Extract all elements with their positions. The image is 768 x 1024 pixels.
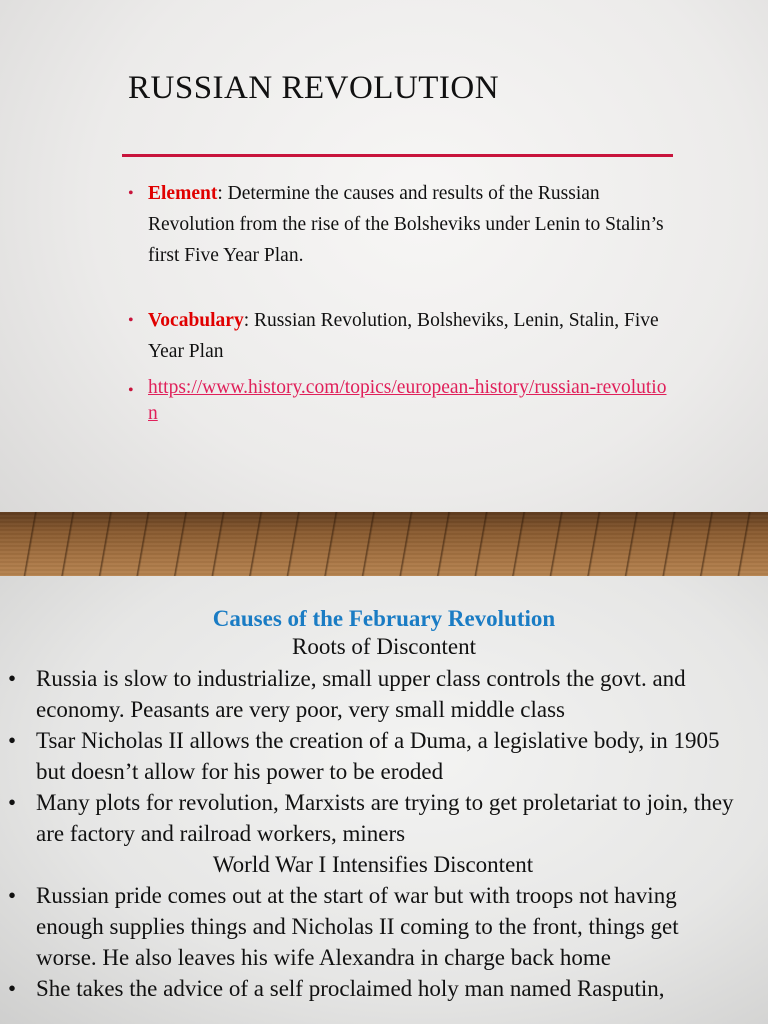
slide-2 [0, 576, 768, 1024]
slide-2-title: Causes of the February Revolution [212, 606, 556, 631]
cause-text: Many plots for revolution, Marxists are trying to get proletariat to join, they are factory and railroad workers, miners [36, 790, 734, 846]
section-heading-roots: Roots of Discontent [292, 634, 476, 659]
cause-item [8, 787, 738, 849]
section-heading-wwi: World War I Intensifies Discontent [212, 852, 534, 877]
link-bullet [128, 375, 688, 429]
vocab-label: Vocabulary [148, 310, 244, 331]
objectives-list [128, 178, 688, 429]
title-divider [122, 154, 673, 157]
vocab-text: : Russian Revolution, Bolsheviks, Lenin, Stalin, Five Year Plan [148, 310, 659, 362]
element-label: Element [148, 183, 218, 204]
spacer [128, 367, 688, 375]
cause-item [8, 725, 738, 787]
vocab-bullet [128, 305, 688, 367]
bullet-icon: • [8, 790, 17, 815]
element-text: : Determine the causes and results of the Russian Revolution from the rise of the Bolsheviks under Lenin to Stalin’s first Five Year Plan. [148, 183, 664, 266]
history-link[interactable]: https://www.history.com/topics/european-history/russian-revolution [148, 377, 667, 424]
cause-item [8, 663, 738, 725]
bullet-icon: • [8, 976, 17, 1001]
cause-text: Tsar Nicholas II allows the creation of a Duma, a legislative body, in 1905 but doesn’t allow for his power to be eroded [36, 728, 720, 784]
wood-floor-decoration [0, 512, 768, 576]
bullet-icon: • [128, 382, 134, 399]
cause-text: Russia is slow to industrialize, small upper class controls the govt. and economy. Peasants are very poor, very small middle class [36, 666, 686, 722]
element-bullet [128, 178, 688, 271]
cause-text: She takes the advice of a self proclaimed holy man named Rasputin, [36, 976, 665, 1001]
bullet-icon: • [8, 666, 17, 691]
bullet-icon: • [8, 883, 17, 908]
cause-text: Russian pride comes out at the start of war but with troops not having enough supplies things and Nicholas II coming to the front, things get worse. He also leaves his wife Alexandra in charge back home [36, 883, 679, 970]
spacer [128, 271, 688, 305]
causes-list [8, 663, 738, 1004]
bullet-icon: • [128, 185, 134, 202]
cause-item [8, 973, 738, 1004]
slide-title: RUSSIAN REVOLUTION [128, 70, 500, 106]
bullet-icon: • [8, 728, 17, 753]
bullet-icon: • [128, 312, 134, 329]
cause-item [8, 880, 738, 973]
